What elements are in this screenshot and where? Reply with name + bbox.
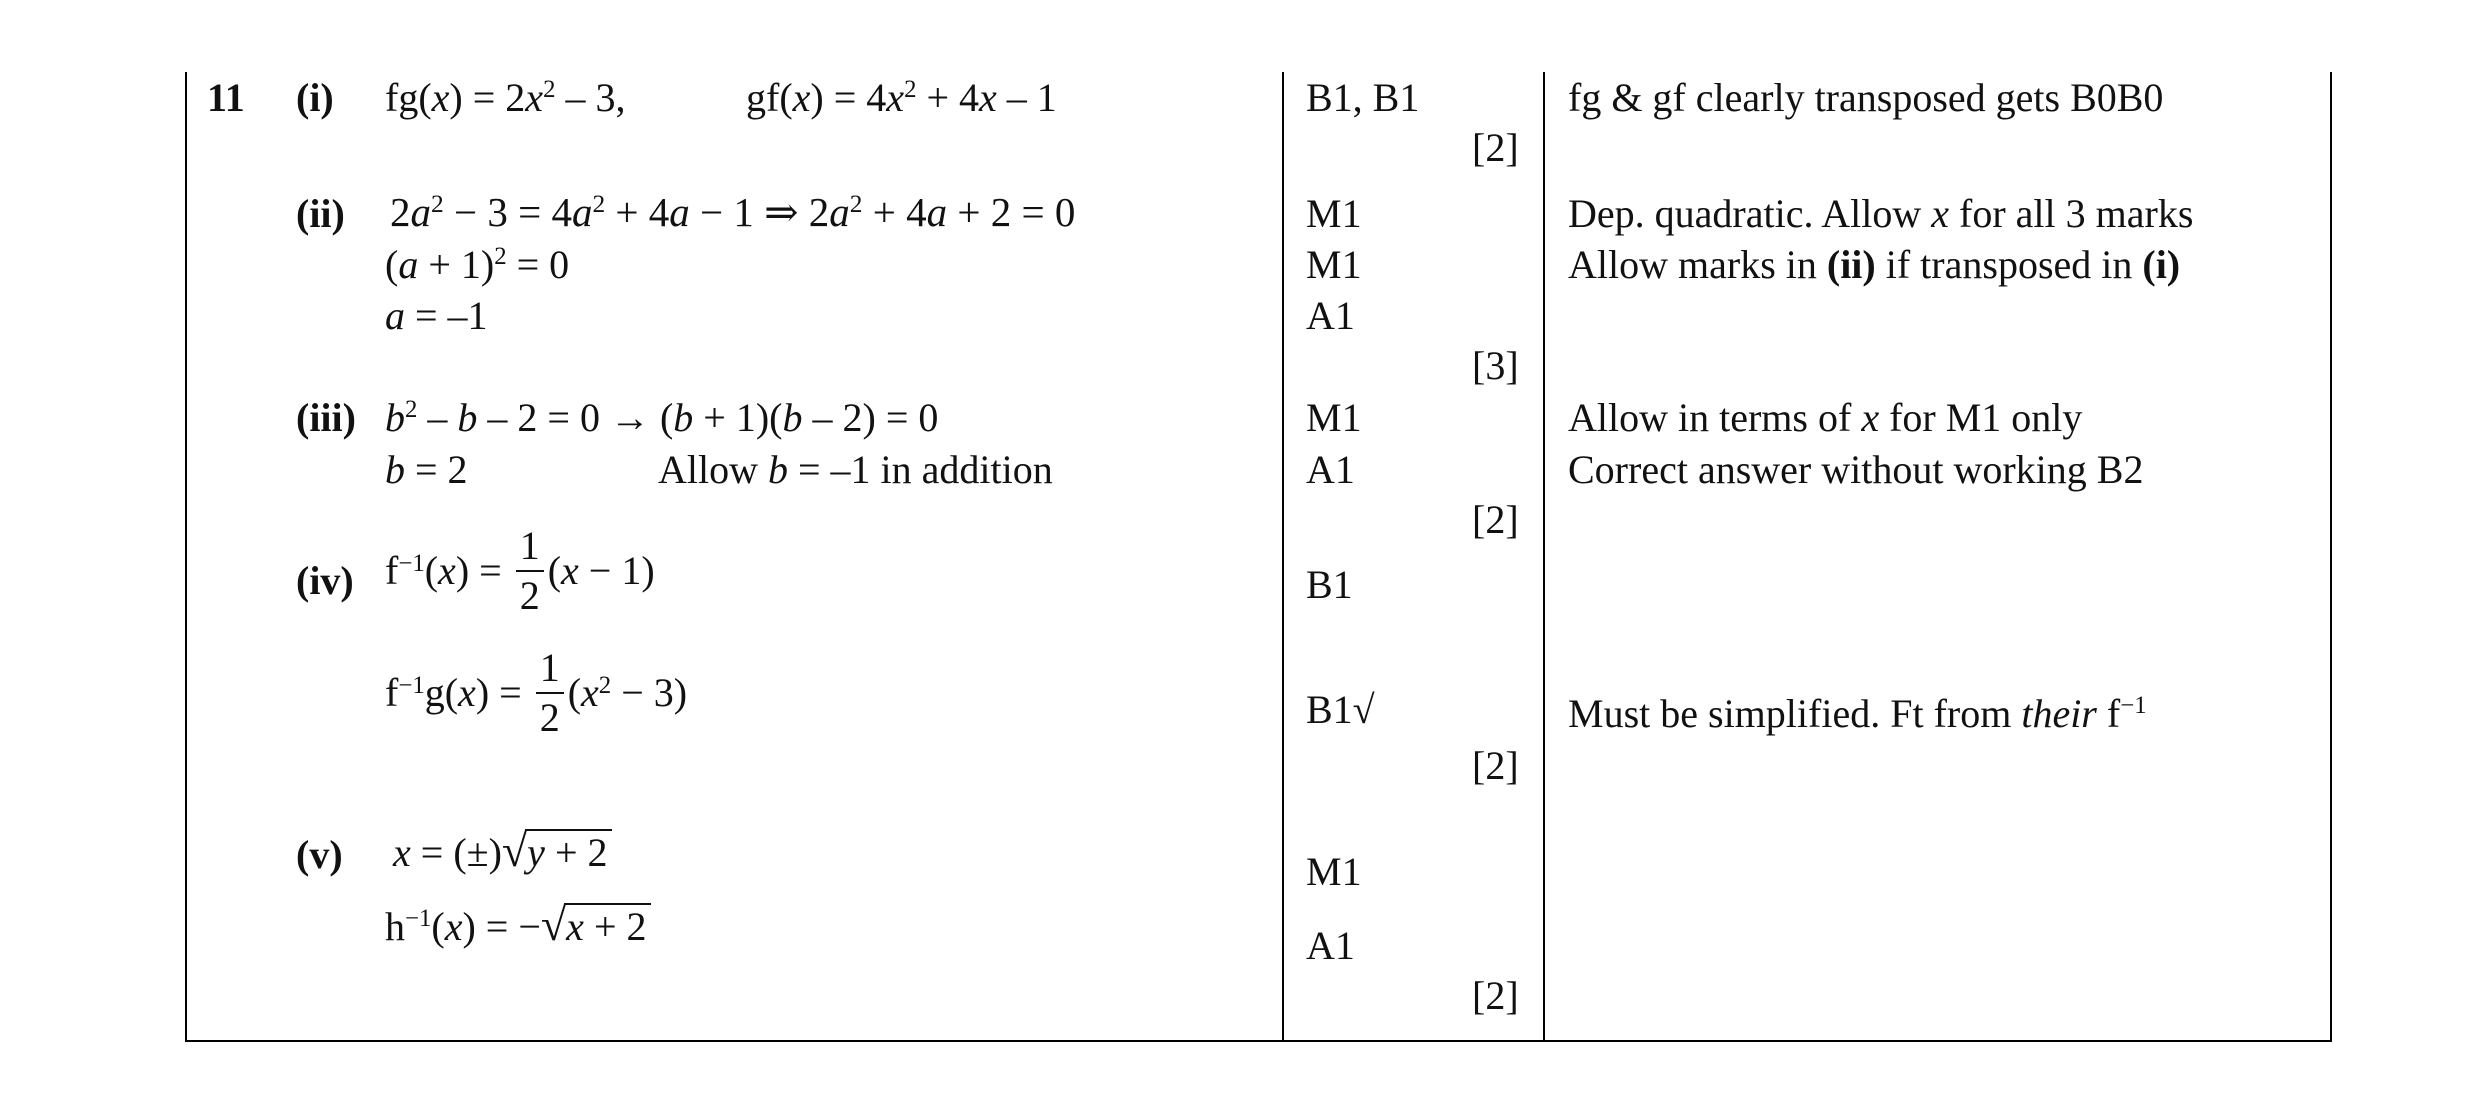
question-number: 11 xyxy=(207,75,245,120)
part-i-total: [2] xyxy=(1472,125,1519,170)
part-ii-mark-2: M1 xyxy=(1306,242,1362,287)
part-i-marks: B1, B1 xyxy=(1306,75,1420,120)
part-i-guidance: fg & gf clearly transposed gets B0B0 xyxy=(1568,75,2164,120)
part-i-gf-expression: $gf(x) = 4x^2 + 4x - 1$ xyxy=(746,75,1057,120)
part-iv-mark-1: B1 xyxy=(1306,562,1353,607)
fraction-one-half: $\frac{1}{2}$ xyxy=(536,648,564,738)
part-v-mark-2: A1 xyxy=(1306,923,1355,968)
part-iii-line-1: $b^2 - b - 2 = 0 \to (b + 1)(b - 2) = 0$ xyxy=(385,395,939,440)
table-bottom-border xyxy=(185,1040,2332,1042)
part-ii-guidance-2: Allow marks in (ii) if transposed in (i) xyxy=(1568,242,2181,287)
part-ii-total: [3] xyxy=(1472,343,1519,388)
part-iv-line-1: $f^{-1}(x)$ = $\frac{1}{2}$ (x − 1) xyxy=(385,523,655,618)
part-iii-label: (iii) xyxy=(296,395,356,440)
part-ii-line-2: $(a + 1)^2 = 0$ xyxy=(385,242,570,287)
part-i-fg-expression: $fg(x) = 2x^2 - 3$, xyxy=(385,75,626,120)
part-v-mark-1: M1 xyxy=(1306,849,1362,894)
part-iv-guidance: Must be simplified. Ft from their $f^{-1}$ xyxy=(1568,691,2147,736)
part-ii-line-1: $2a^2 - 3 = 4a^2 + 4a - 1$ ⇒ $2a^2 + 4a + 2 = 0$ xyxy=(390,189,1076,235)
table-divider-2 xyxy=(1543,72,1545,1042)
part-v-line-1: x = (±)√y + 2 xyxy=(393,828,612,874)
fraction-one-half: $\frac{1}{2}$ xyxy=(516,526,544,616)
part-iii-guidance-1: Allow in terms of x for M1 only xyxy=(1568,395,2083,440)
part-iii-total: [2] xyxy=(1472,497,1519,542)
part-iii-mark-2: A1 xyxy=(1306,447,1355,492)
square-root-sign: √y + 2 xyxy=(502,828,612,874)
part-iv-mark-2: B1√ xyxy=(1306,687,1375,732)
part-ii-mark-3: A1 xyxy=(1306,293,1355,338)
part-iii-guidance-2: Correct answer without working B2 xyxy=(1568,447,2144,492)
part-iv-line-2: $f^{-1}g(x)$ = $\frac{1}{2}$ $(x^2 - 3)$ xyxy=(385,645,688,740)
part-ii-mark-1: M1 xyxy=(1306,191,1362,236)
part-i-label: (i) xyxy=(296,75,334,120)
part-iv-total: [2] xyxy=(1472,743,1519,788)
table-left-border xyxy=(185,72,187,1042)
part-iii-allow-note: Allow b = –1 in addition xyxy=(658,447,1053,492)
part-v-label: (v) xyxy=(296,832,343,877)
table-right-border xyxy=(2330,72,2332,1042)
part-iv-label: (iv) xyxy=(296,558,354,603)
part-iii-line-2: b = 2 xyxy=(385,447,468,492)
part-ii-label: (ii) xyxy=(296,191,345,236)
part-ii-line-3: a = –1 xyxy=(385,293,488,338)
square-root-sign: √x + 2 xyxy=(541,902,651,948)
part-iii-mark-1: M1 xyxy=(1306,395,1362,440)
part-ii-guidance-1: Dep. quadratic. Allow x for all 3 marks xyxy=(1568,191,2194,236)
part-v-total: [2] xyxy=(1472,973,1519,1018)
table-divider-1 xyxy=(1282,72,1284,1042)
part-v-line-2: $h^{-1}(x) = -√x + 2$ xyxy=(385,902,651,948)
